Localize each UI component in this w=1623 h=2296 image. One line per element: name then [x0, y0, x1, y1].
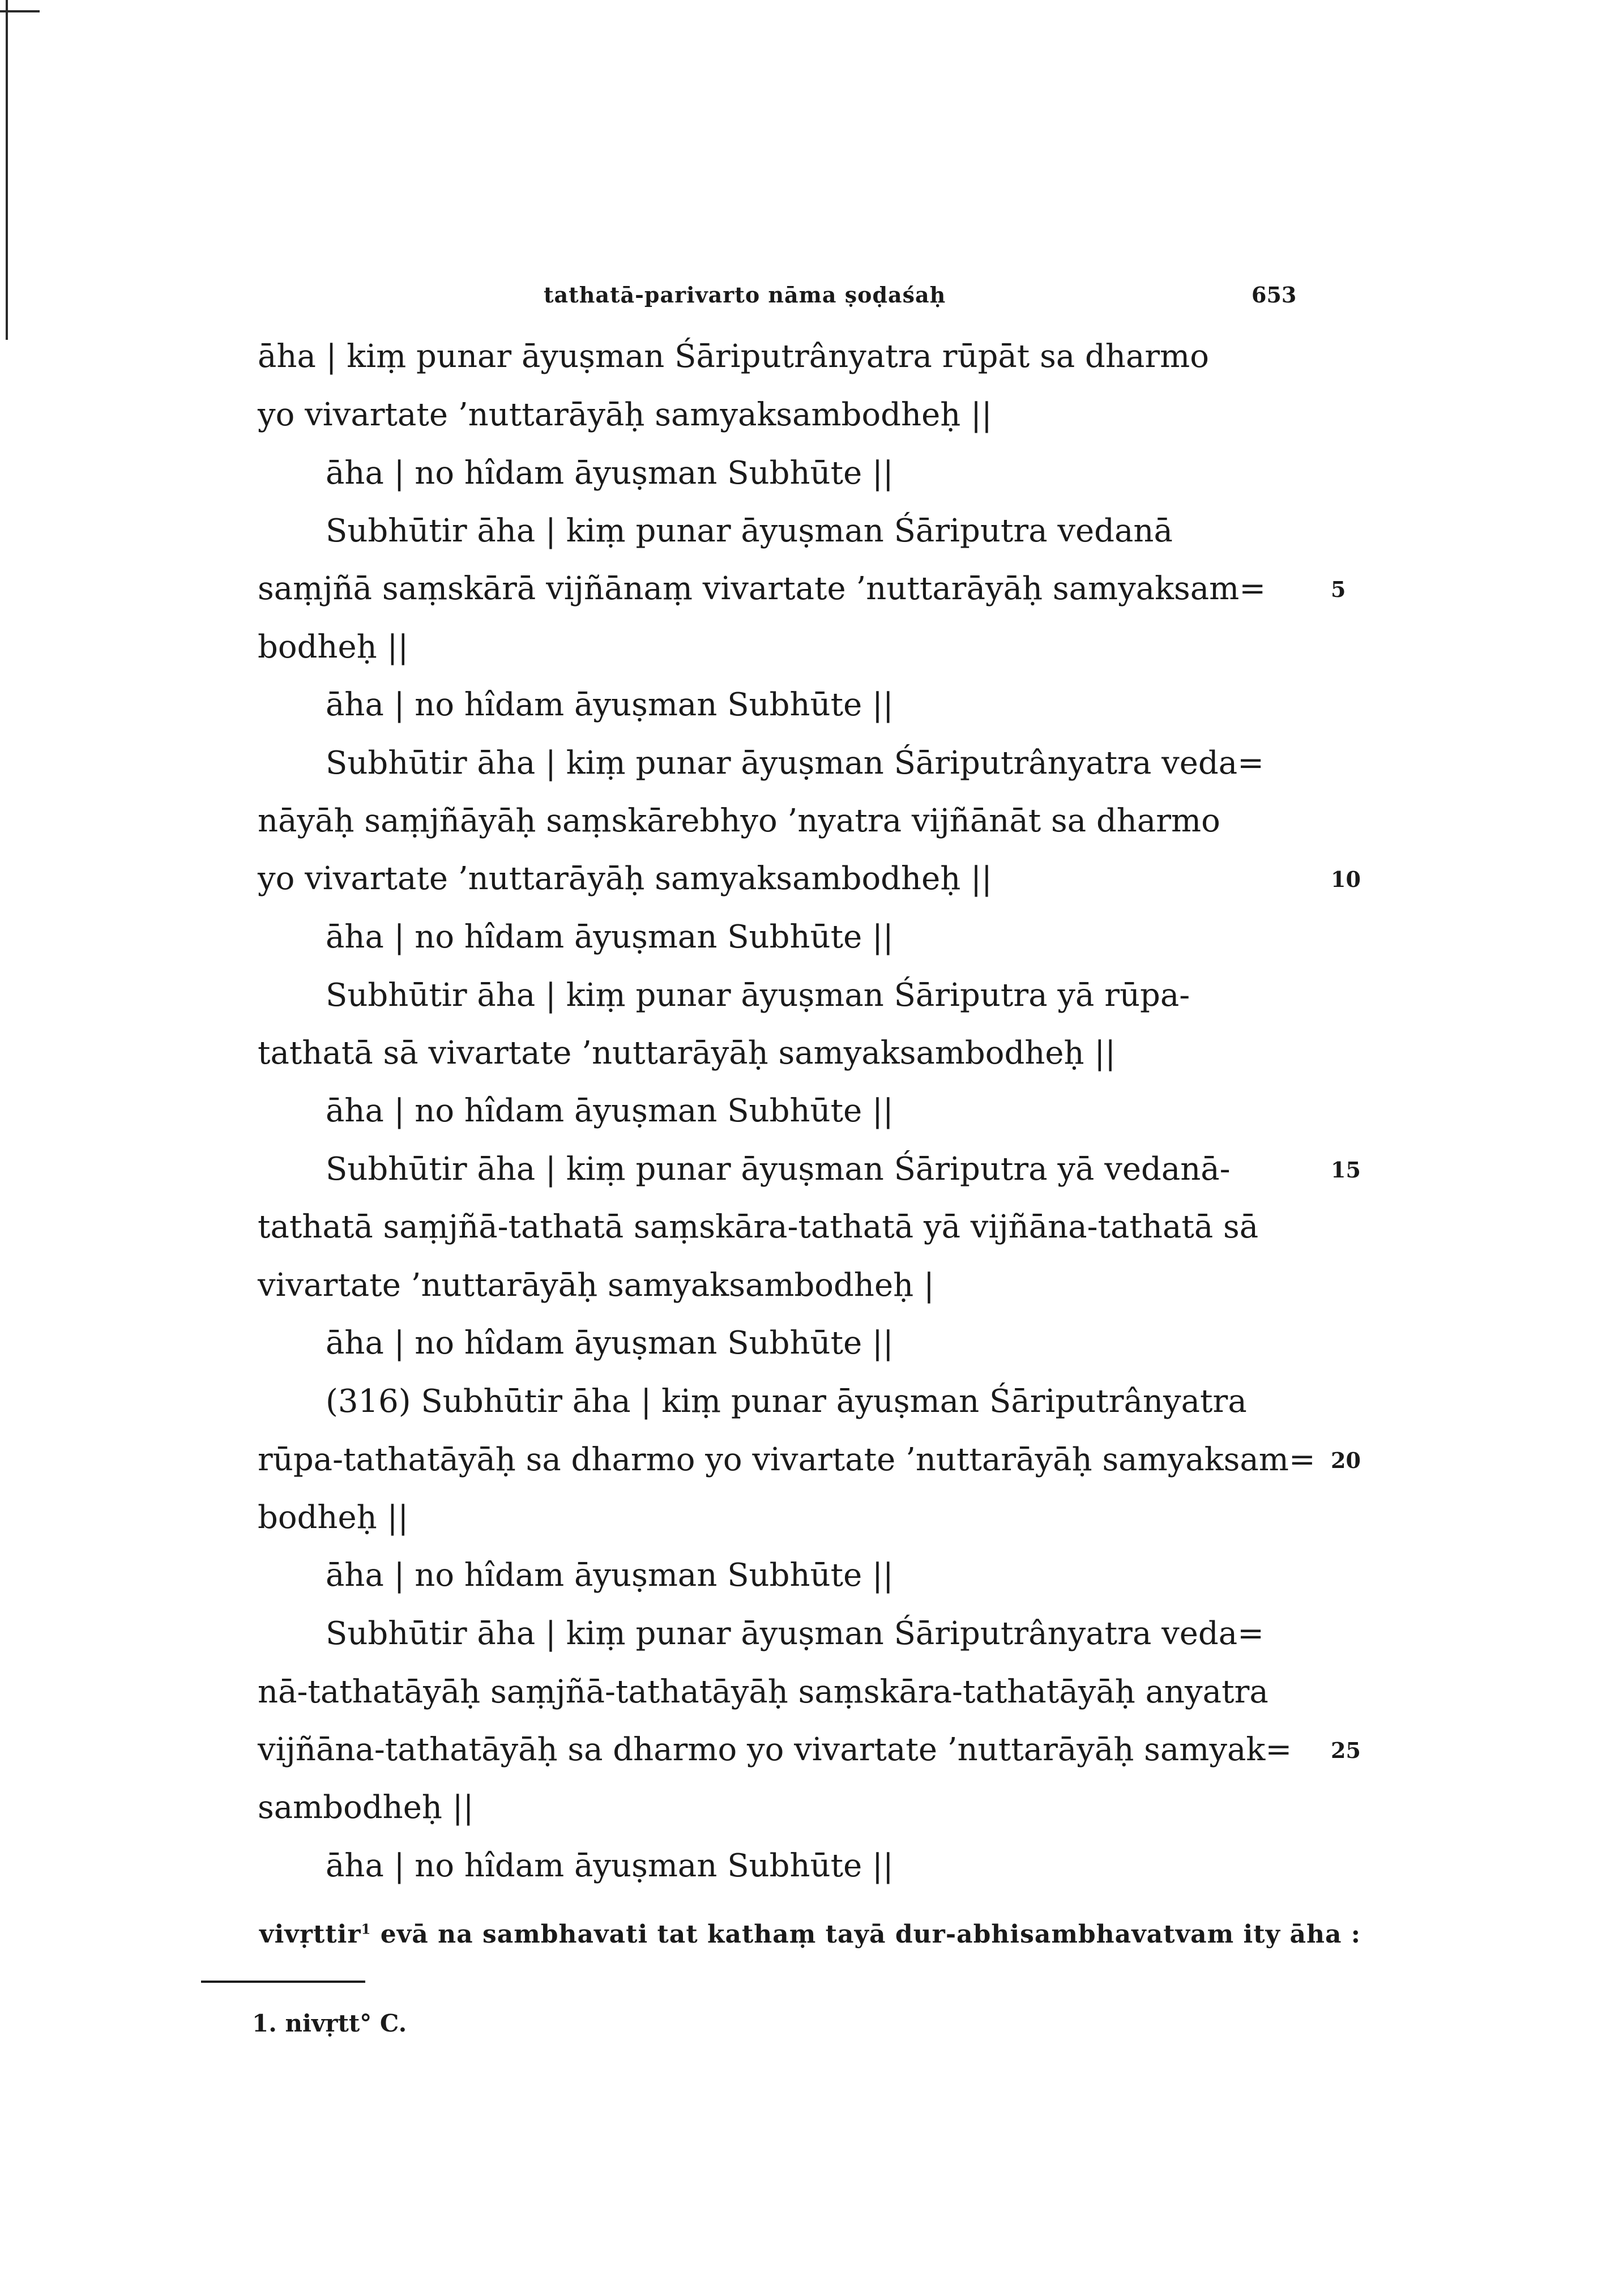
running-title: tathatā-parivarto nāma ṣoḍaśaḥ: [544, 282, 946, 308]
footnote-reference: 1: [361, 1921, 371, 1937]
commentary-text-end: evā na sambhavati tat kathaṃ tayā dur-abhisambhavatvam ity āha :: [371, 1920, 1361, 1949]
line-number: 15: [1331, 1157, 1361, 1183]
running-header: [0, 282, 1623, 310]
text-line: āha | no hîdam āyuṣman Subhūte ||: [326, 455, 894, 492]
text-line: Subhūtir āha | kiṃ punar āyuṣman Śāriputra yā rūpa-: [326, 977, 1190, 1014]
text-line: āha | no hîdam āyuṣman Subhūte ||: [326, 686, 894, 723]
text-line: āha | no hîdam āyuṣman Subhūte ||: [326, 1325, 894, 1362]
text-line: Subhūtir āha | kiṃ punar āyuṣman Śāriputrânyatra veda=: [326, 745, 1265, 782]
text-line: Subhūtir āha | kiṃ punar āyuṣman Śāriputrânyatra veda=: [326, 1615, 1265, 1652]
text-line: Subhūtir āha | kiṃ punar āyuṣman Śāriputra vedanā: [326, 513, 1173, 549]
commentary-text-start: vivṛttir: [259, 1920, 361, 1949]
text-line: āha | no hîdam āyuṣman Subhūte ||: [326, 919, 894, 955]
text-line: tathatā saṃjñā-tathatā saṃskāra-tathatā yā vijñāna-tathatā sā: [258, 1209, 1259, 1245]
commentary-line: [259, 1920, 1361, 1949]
text-line: bodheḥ ||: [258, 629, 409, 665]
text-line: Subhūtir āha | kiṃ punar āyuṣman Śāriputra yā vedanā-: [326, 1151, 1231, 1188]
footnote: 1. nivṛtt° C.: [252, 2009, 407, 2037]
text-line: āha | no hîdam āyuṣman Subhūte ||: [326, 1092, 894, 1129]
page-number: 653: [1252, 282, 1297, 308]
text-line: yo vivartate ’nuttarāyāḥ samyaksambodheḥ ||: [258, 860, 992, 897]
text-line: āha | no hîdam āyuṣman Subhūte ||: [326, 1847, 894, 1884]
line-number: 25: [1331, 1738, 1361, 1763]
text-line: tathatā sā vivartate ’nuttarāyāḥ samyaksambodheḥ ||: [258, 1035, 1116, 1072]
text-line: nā-tathatāyāḥ saṃjñā-tathatāyāḥ saṃskāra-tathatāyāḥ anyatra: [258, 1674, 1268, 1710]
text-line: āha | no hîdam āyuṣman Subhūte ||: [326, 1557, 894, 1594]
text-line: vijñāna-tathatāyāḥ sa dharmo yo vivartate ’nuttarāyāḥ samyak=: [258, 1731, 1292, 1768]
text-line: (316) Subhūtir āha | kiṃ punar āyuṣman Śāriputrânyatra: [326, 1383, 1247, 1420]
text-line: yo vivartate ’nuttarāyāḥ samyaksambodheḥ ||: [258, 396, 992, 433]
text-line: vivartate ’nuttarāyāḥ samyaksambodheḥ |: [258, 1267, 934, 1304]
text-line: nāyāḥ saṃjñāyāḥ saṃskārebhyo ’nyatra vijñānāt sa dharmo: [258, 803, 1220, 839]
line-number: 10: [1331, 867, 1361, 892]
text-line: rūpa-tathatāyāḥ sa dharmo yo vivartate ’nuttarāyāḥ samyaksam=: [258, 1441, 1316, 1478]
line-number: 5: [1331, 577, 1346, 602]
line-number: 20: [1331, 1448, 1361, 1473]
text-line: saṃjñā saṃskārā vijñānaṃ vivartate ’nuttarāyāḥ samyaksam=: [258, 570, 1266, 607]
text-line: bodheḥ ||: [258, 1499, 409, 1536]
footnote-divider: [201, 1981, 365, 1983]
text-line: āha | kiṃ punar āyuṣman Śāriputrânyatra rūpāt sa dharmo: [258, 338, 1209, 375]
text-line: sambodheḥ ||: [258, 1789, 474, 1826]
